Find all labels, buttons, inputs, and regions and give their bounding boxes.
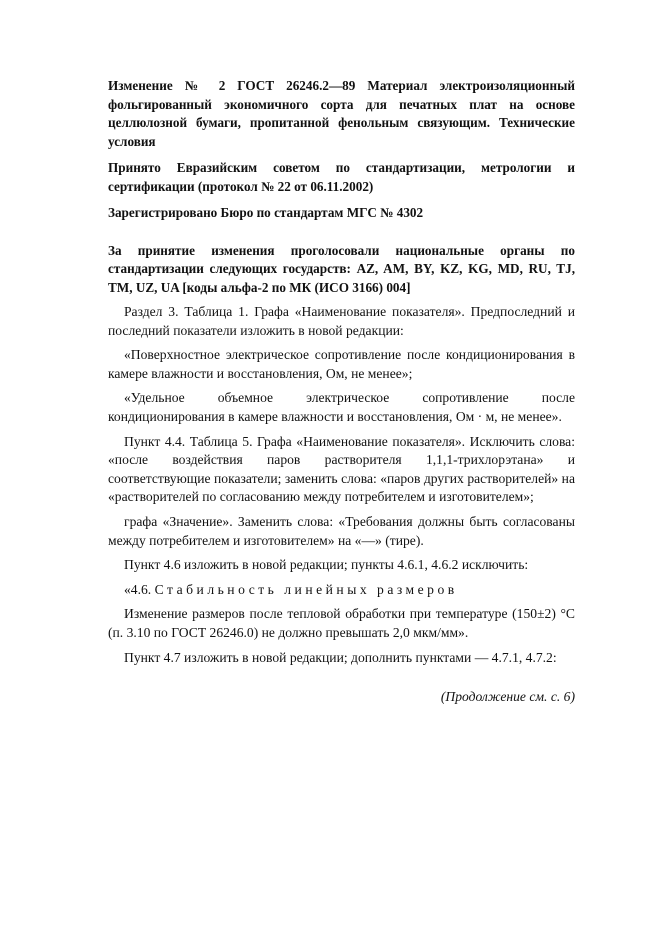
item-heading: Стабильность линейных размеров [154, 581, 458, 597]
registration-note: Зарегистрировано Бюро по стандартам МГС № 4302 [108, 205, 424, 220]
amendment-title: Изменение № 2 ГОСТ 26246.2—89 Материал электроизоляционный фольгированный экономичного сорта для печатных плат на основе целлюлозной бумаги, пропитанной фенольным связующим. Технические условия [108, 78, 575, 149]
paragraph-dimension-change: Изменение размеров после тепловой обработки при температуре (150±2) °С (п. 3.10 по ГОСТ 26246.0) не должно превышать 2,0 мкм/мм». [108, 606, 575, 640]
paragraph-value-column: графа «Значение». Заменить слова: «Требования должны быть согласованы между потребителем и изготовителем» на «—» (тире). [108, 513, 575, 548]
adoption-note: Принято Евразийским советом по стандартизации, метрологии и сертификации (протокол № 22 от 06.11.2002) [108, 160, 575, 194]
paragraph-surface-resistance: «Поверхностное электрическое сопротивление после кондиционирования в камере влажности и восстановления, Ом, не менее»; [108, 347, 575, 381]
paragraph-item-4-7: Пункт 4.7 изложить в новой редакции; дополнить пунктами — 4.7.1, 4.7.2: [124, 649, 557, 665]
paragraph-section-3: Раздел 3. Таблица 1. Графа «Наименование показателя». Предпоследний и последний показатели изложить в новой редакции: [108, 304, 575, 338]
item-number: «4.6. [124, 581, 155, 597]
continuation-note: (Продолжение см. с. 6) [440, 689, 575, 705]
voting-note: За принятие изменения проголосовали национальные органы по стандартизации следующих государств: AZ, AM, BY, KZ, KG, MD, RU, TJ, TM, UZ, UA [коды альфа-2 по МК (ИСО 3166) 004] [108, 242, 575, 295]
paragraph-item-4-4: Пункт 4.4. Таблица 5. Графа «Наименование показателя». Исключить слова: «после воздействия паров растворителя 1,1,1-трихлорэтана» и соответствующие показатели; заменить слова: «паров других растворителей» на «растворителей по согласованию между потребителем и изготовителем»; [108, 433, 575, 505]
paragraph-item-4-6: Пункт 4.6 изложить в новой редакции; пункты 4.6.1, 4.6.2 исключить: [124, 557, 529, 573]
paragraph-volume-resistance: «Удельное объемное электрическое сопротивление после кондиционирования в камере влажности и восстановления, Ом · м, не менее». [108, 390, 575, 424]
paragraph-item-4-6-heading [108, 581, 575, 600]
